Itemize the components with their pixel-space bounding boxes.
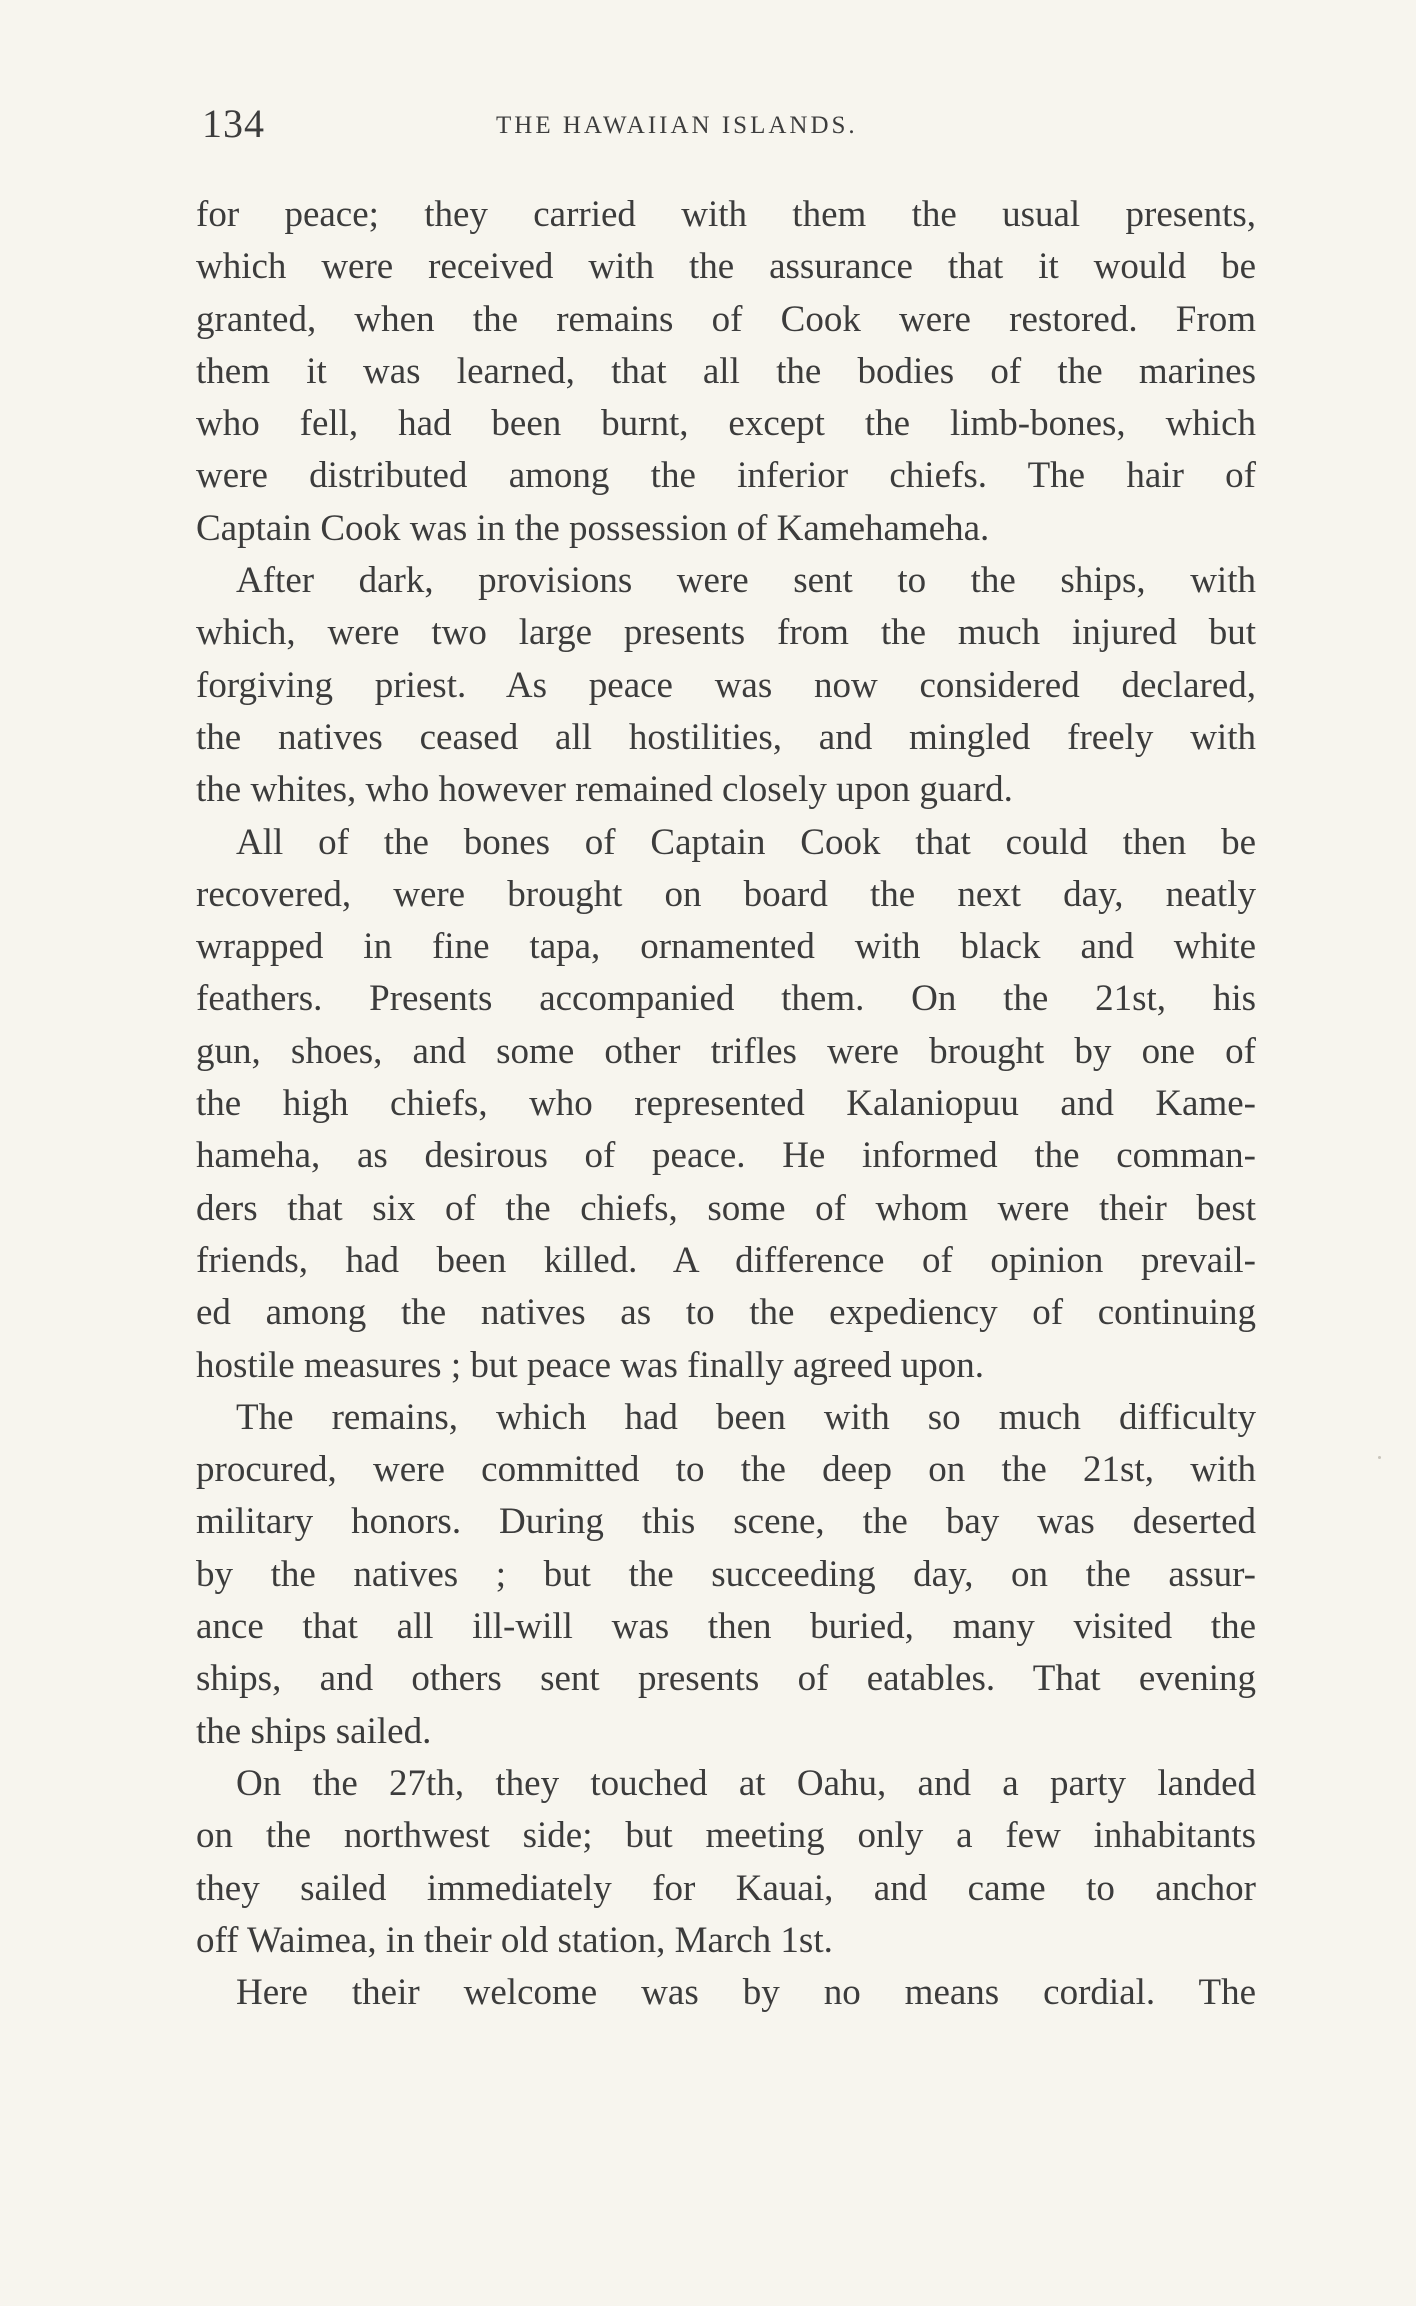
body-text xyxy=(196,189,1256,2019)
text-line: the ships sailed. xyxy=(196,1710,432,1752)
text-line: hostile measures ; but peace was finally agreed upon. xyxy=(196,1344,985,1386)
text-line: by the natives ; but the succeeding day, on the assur- xyxy=(196,1553,1256,1595)
text-line: which were received with the assurance that it would be xyxy=(196,246,1256,288)
text-line: they sailed immediately for Kauai, and came to anchor xyxy=(196,1867,1256,1909)
text-line: them it was learned, that all the bodies of the marines xyxy=(196,350,1256,392)
text-line: forgiving priest. As peace was now considered declared, xyxy=(196,664,1256,706)
page-number: 134 xyxy=(202,101,265,146)
text-line: military honors. During this scene, the bay was deserted xyxy=(196,1501,1256,1543)
page-header xyxy=(196,100,1256,160)
paper-speck xyxy=(1378,1456,1381,1459)
paragraph-first-line: After dark, provisions were sent to the ships, with xyxy=(236,560,1256,602)
text-line: recovered, were brought on board the next day, neatly xyxy=(196,873,1256,915)
paragraph-first-line: The remains, which had been with so much difficulty xyxy=(236,1396,1256,1438)
text-line: procured, were committed to the deep on the 21st, with xyxy=(196,1449,1256,1491)
text-line: friends, had been killed. A difference of opinion prevail- xyxy=(196,1239,1256,1281)
text-line: on the northwest side; but meeting only a few inhabitants xyxy=(196,1815,1256,1857)
text-line: were distributed among the inferior chiefs. The hair of xyxy=(196,455,1256,497)
text-line: ships, and others sent presents of eatables. That evening xyxy=(196,1658,1256,1700)
paragraph-first-line: Here their welcome was by no means cordial. The xyxy=(236,1972,1256,2014)
text-line: ance that all ill-will was then buried, many visited the xyxy=(196,1606,1256,1648)
text-line: Captain Cook was in the possession of Kamehameha. xyxy=(196,507,990,549)
text-line: gun, shoes, and some other trifles were brought by one of xyxy=(196,1030,1256,1072)
paragraph-first-line: On the 27th, they touched at Oahu, and a party landed xyxy=(236,1762,1256,1804)
text-line: feathers. Presents accompanied them. On the 21st, his xyxy=(196,978,1256,1020)
text-line: granted, when the remains of Cook were restored. From xyxy=(196,298,1256,340)
paragraph-first-line: All of the bones of Captain Cook that could then be xyxy=(236,821,1256,863)
text-line: which, were two large presents from the much injured but xyxy=(196,612,1256,654)
text-line: for peace; they carried with them the usual presents, xyxy=(196,194,1256,235)
text-line: the natives ceased all hostilities, and mingled freely with xyxy=(196,716,1256,758)
text-line: wrapped in fine tapa, ornamented with black and white xyxy=(196,926,1256,968)
running-head: THE HAWAIIAN ISLANDS. xyxy=(496,112,858,139)
text-line: hameha, as desirous of peace. He informed the comman- xyxy=(196,1135,1256,1177)
text-line: ed among the natives as to the expediency of continuing xyxy=(196,1292,1256,1334)
text-line: off Waimea, in their old station, March 1st. xyxy=(196,1919,833,1961)
text-line: who fell, had been burnt, except the limb-bones, which xyxy=(196,403,1256,445)
text-line: ders that six of the chiefs, some of whom were their best xyxy=(196,1187,1256,1229)
text-line: the high chiefs, who represented Kalaniopuu and Kame- xyxy=(196,1083,1256,1125)
text-line: the whites, who however remained closely upon guard. xyxy=(196,769,1013,811)
